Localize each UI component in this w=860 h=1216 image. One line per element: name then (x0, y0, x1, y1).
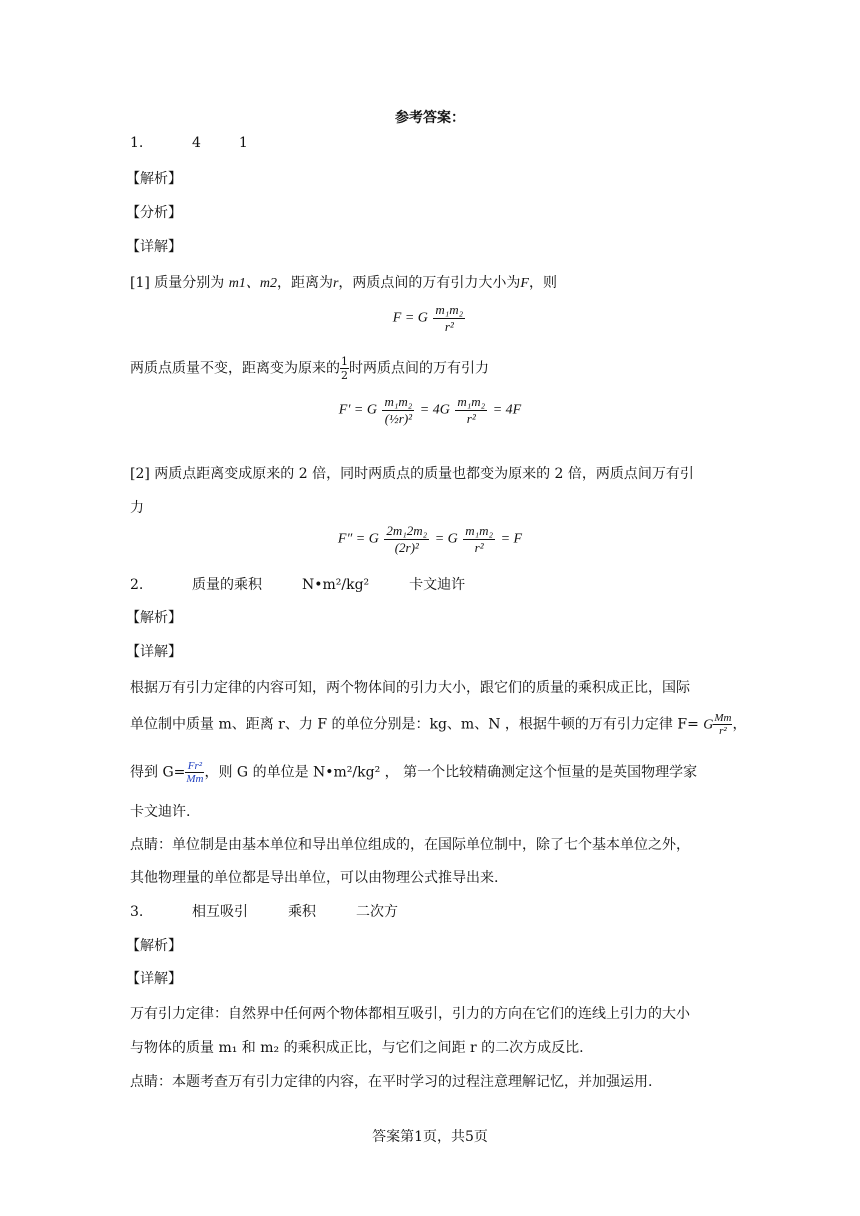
q3-line-2: 与物体的质量 m₁ 和 m₂ 的乘积成正比，与它们之间距 r 的二次方成反比. (130, 1040, 584, 1056)
q2-line-6: 其他物理量的单位都是导出单位，可以由物理公式推导出来. (130, 870, 499, 886)
page-title: 参考答案： (395, 110, 465, 126)
q1-answer-2: 1 (238, 135, 248, 151)
q3-label-analysis: 【解析】 (126, 938, 182, 954)
q1-formula-3: F″ = G $\frac{\text{2m₁2m₂}}{\text{(2r)²}}$ = G $\frac{\text{m₁m₂}}{\text{r²}}$ = F (337, 523, 523, 555)
q3-line-1: 万有引力定律：自然界中任何两个物体都相互吸引，引力的方向在它们的连线上引力的大小 (130, 1006, 690, 1022)
q1-answer-row (130, 135, 248, 151)
q2-line-5: 点睛：单位制是由基本单位和导出单位组成的，在国际单位制中，除了七个基本单位之外， (130, 837, 690, 853)
q1-paragraph-1: [1] 质量分别为 m1、m2，距离为r，两质点间的万有引力大小为F，则 (130, 275, 557, 291)
q3-label-detail: 【详解】 (126, 971, 182, 987)
q1-paragraph-3b: 力 (130, 500, 144, 516)
q1-formula-2: F′ = G $\frac{\text{m₁m₂}}{\text{(½r)²}}$ = 4G $\frac{\text{m₁m₂}}{\text{r²}}$ = 4F (338, 394, 522, 426)
q1-formula-1: F = G $\frac{\text{m₁m₂}}{\text{r²}}$ (392, 302, 464, 334)
q2-label-analysis: 【解析】 (126, 610, 182, 626)
q1-number: 1. (130, 135, 144, 151)
q2-answer-1: 质量的乘积 (192, 577, 262, 593)
q2-label-detail: 【详解】 (126, 644, 182, 660)
q1-paragraph-2: 两质点质量不变，距离变为原来的 $\frac{1}{2}$ 时两质点间的万有引力 (130, 355, 489, 382)
q2-number: 2. (130, 577, 144, 593)
q2-answer-row (130, 574, 465, 594)
q1-answer-1: 4 (192, 135, 201, 151)
q3-answer-row (130, 901, 398, 921)
q2-line-4: 卡文迪许. (130, 804, 191, 820)
q2-line-1: 根据万有引力定律的内容可知，两个物体间的引力大小，跟它们的质量的乘积成正比，国际 (130, 680, 690, 696)
q3-line-3: 点睛：本题考查万有引力定律的内容，在平时学习的过程注意理解记忆，并加强运用. (130, 1074, 653, 1090)
q2-line-2: 单位制中质量 m、距离 r、力 F 的单位分别是：kg、m、N ，根据牛顿的万有引力定律 F= G $\frac{Mm}{\text{r²}}$ ， (130, 712, 747, 737)
q2-line-3: 得到 G= $\frac{\text{Fr²}}{Mm}$ ，则 G 的单位是 N•m²/kg² ， 第一个比较精确测定这个恒量的是英国物理学家 (130, 760, 698, 785)
q2-answer-3: 卡文迪许 (409, 577, 466, 593)
q1-label-analysis: 【解析】 (126, 171, 182, 187)
q3-answer-2: 乘积 (288, 904, 316, 920)
q1-label-fenxi: 【分析】 (126, 205, 182, 221)
q1-label-detail: 【详解】 (126, 239, 182, 255)
q1-paragraph-3a: [2] 两质点距离变成原来的 2 倍，同时两质点的质量也都变为原来的 2 倍，两质点间万有引 (130, 466, 694, 482)
page-footer: 答案第1页，共5页 (372, 1129, 488, 1145)
q3-answer-3: 二次方 (356, 904, 398, 920)
q3-answer-1: 相互吸引 (192, 904, 248, 920)
q2-answer-2: N•m²/kg² (302, 577, 370, 593)
q3-number: 3. (130, 904, 144, 920)
